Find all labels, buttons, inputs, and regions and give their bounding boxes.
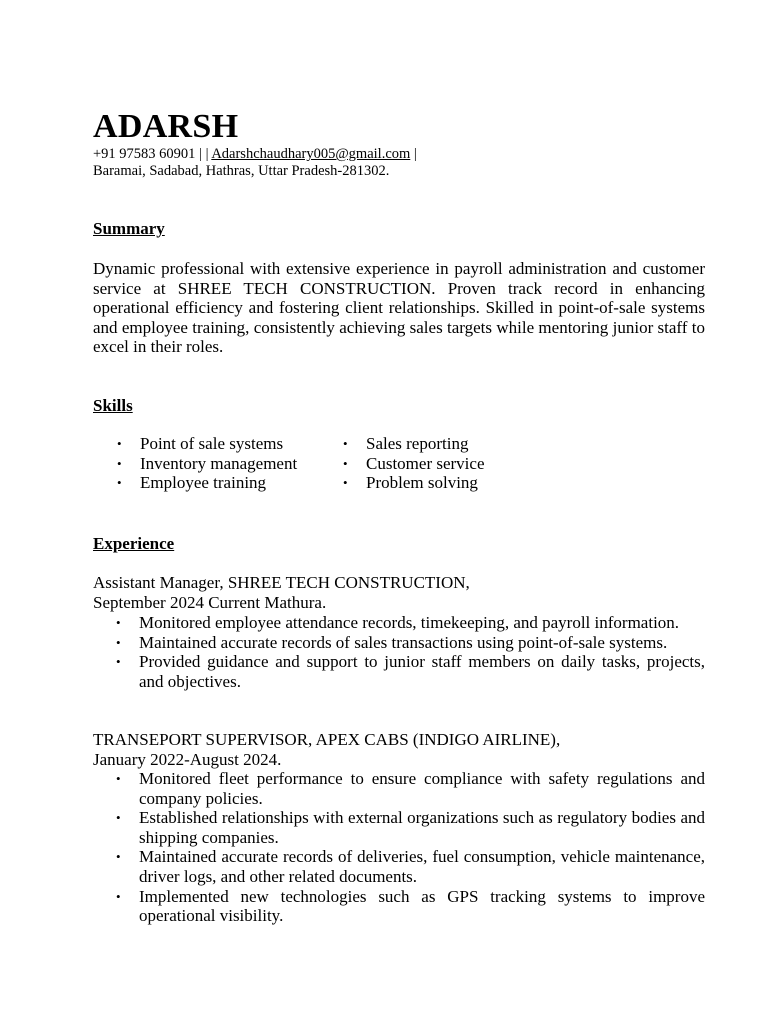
skill-label: Customer service (366, 453, 485, 473)
bullet-text: Monitored employee attendance records, timekeeping, and payroll information. (139, 613, 680, 632)
bullet-icon: • (116, 615, 121, 630)
bullet-icon: • (343, 455, 348, 471)
list-item (343, 473, 485, 493)
list-item (116, 847, 705, 886)
bullet-text: Implemented new technologies such as GPS tracking systems to improve operational visibility. (139, 886, 705, 926)
phone-number: +91 97583 60901 | | (93, 146, 212, 162)
bullet-icon: • (116, 849, 121, 865)
experience-heading: Experience (93, 534, 175, 553)
job-dates: January 2022-August 2024. (93, 750, 282, 769)
skill-label: Sales reporting (366, 434, 469, 453)
bullet-icon: • (116, 810, 121, 826)
job-bullets (116, 769, 705, 926)
list-item (117, 473, 297, 493)
skill-label: Employee training (140, 473, 267, 493)
bullet-icon: • (117, 455, 122, 471)
job-dates: September 2024 Current Mathura. (93, 593, 327, 612)
bullet-icon: • (117, 436, 122, 451)
summary-text: Dynamic professional with extensive experience in payroll administration and customer service at SHREE TECH CONSTRUCTION. Proven track record in enhancing operational efficiency and fostering client relationships. Skilled in point-of-sale systems and employee training, consistently achieving sales targets while mentoring junior staff to excel in their roles. (93, 259, 705, 357)
job-title: TRANSEPORT SUPERVISOR, APEX CABS (INDIGO AIRLINE), (93, 730, 561, 749)
bullet-icon: • (116, 654, 121, 670)
bullet-icon: • (116, 771, 121, 786)
skill-label: Problem solving (366, 473, 478, 493)
list-item (343, 453, 485, 474)
bullet-icon: • (343, 475, 348, 491)
contact-separator: | (410, 146, 417, 162)
list-item (343, 434, 485, 454)
summary-heading: Summary (93, 219, 165, 238)
bullet-icon: • (343, 436, 348, 451)
bullet-icon: • (117, 475, 122, 491)
bullet-icon: • (116, 888, 121, 904)
job-title: Assistant Manager, SHREE TECH CONSTRUCTION, (93, 573, 470, 592)
list-item (116, 886, 705, 926)
contact-block (93, 146, 417, 180)
skill-label: Point of sale systems (140, 434, 284, 453)
bullet-text: Monitored fleet performance to ensure compliance with safety regulations and company policies. (139, 769, 705, 808)
skills-list-left (117, 434, 298, 493)
address-line: Baramai, Sadabad, Hathras, Uttar Pradesh-281302. (93, 163, 390, 179)
bullet-text: Maintained accurate records of sales transactions using point-of-sale systems. (139, 632, 668, 652)
skills-list-right (343, 434, 485, 493)
list-item (116, 808, 705, 847)
email-link[interactable]: Adarshchaudhary005@gmail.com (211, 146, 411, 162)
list-item (116, 632, 705, 653)
candidate-name: ADARSH (93, 108, 239, 145)
skills-heading: Skills (93, 396, 133, 415)
list-item (117, 434, 297, 454)
bullet-icon: • (116, 634, 121, 650)
list-item (116, 613, 705, 633)
bullet-text: Established relationships with external organizations such as regulatory bodies and shipping companies. (139, 808, 705, 847)
job-bullets (116, 613, 705, 691)
list-item (117, 453, 298, 474)
contact-line (93, 146, 417, 163)
bullet-text: Provided guidance and support to junior staff members on daily tasks, projects, and objectives. (139, 652, 705, 691)
list-item (116, 769, 705, 808)
bullet-text: Maintained accurate records of deliveries, fuel consumption, vehicle maintenance, driver logs, and other related documents. (139, 847, 705, 886)
list-item (116, 652, 705, 691)
skill-label: Inventory management (140, 453, 298, 473)
